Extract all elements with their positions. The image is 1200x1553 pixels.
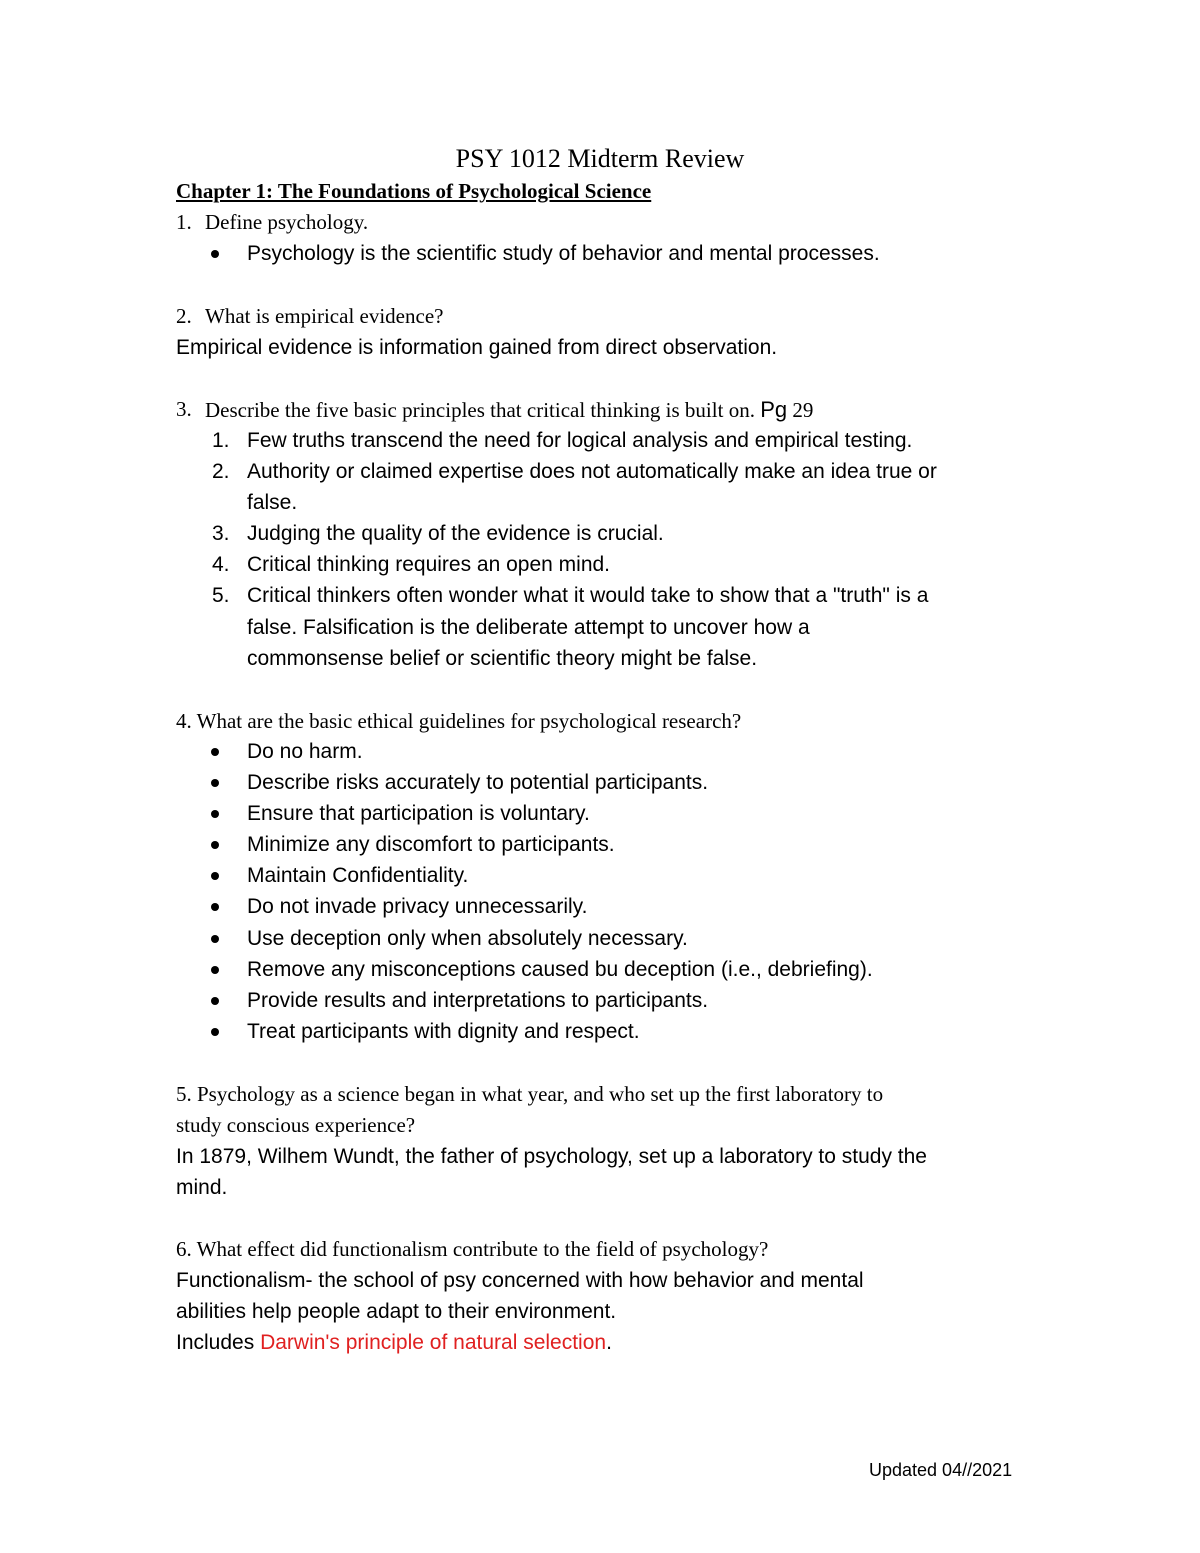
- chapter-heading: Chapter 1: The Foundations of Psychological Science: [176, 179, 652, 203]
- principle-4-number: 4.: [212, 553, 230, 576]
- question-5-answer-cont: mind.: [176, 1176, 228, 1199]
- page-ref-label: Pg: [760, 397, 788, 422]
- principle-1-text: Few truths transcend the need for logical analysis and empirical testing.: [247, 429, 913, 452]
- principle-4-text: Critical thinking requires an open mind.: [247, 553, 611, 576]
- principle-3-number: 3.: [212, 522, 230, 545]
- question-3-question: Describe the five basic principles that critical thinking is built on.: [205, 398, 755, 422]
- guideline-item: Ensure that participation is voluntary.: [247, 802, 590, 825]
- bullet-icon: [211, 935, 219, 943]
- guideline-item: Describe risks accurately to potential participants.: [247, 771, 709, 794]
- principle-5-text-cont-2: commonsense belief or scientific theory might be false.: [247, 647, 758, 670]
- principle-2-number: 2.: [212, 460, 230, 483]
- guideline-item: Maintain Confidentiality.: [247, 864, 469, 887]
- guideline-item: Remove any misconceptions caused bu deception (i.e., debriefing).: [247, 958, 873, 981]
- question-5-text-cont: study conscious experience?: [176, 1113, 416, 1137]
- question-4-text: 4. What are the basic ethical guidelines for psychological research?: [176, 709, 742, 733]
- question-6-answer: Functionalism- the school of psy concerned with how behavior and mental: [176, 1269, 864, 1292]
- guideline-item: Treat participants with dignity and respect.: [247, 1020, 640, 1043]
- principle-5-number: 5.: [212, 584, 230, 607]
- guideline-item: Do not invade privacy unnecessarily.: [247, 895, 588, 918]
- question-2-number: 2.: [176, 304, 192, 328]
- guideline-item: Provide results and interpretations to participants.: [247, 989, 709, 1012]
- page-ref-number: 29: [792, 398, 814, 422]
- question-1-answer: Psychology is the scientific study of behavior and mental processes.: [247, 242, 880, 265]
- bullet-icon: [211, 810, 219, 818]
- guideline-item: Use deception only when absolutely necessary.: [247, 927, 688, 950]
- bullet-icon: [211, 966, 219, 974]
- bullet-icon: [211, 903, 219, 911]
- includes-highlight: Darwin's principle of natural selection: [260, 1331, 607, 1354]
- bullet-icon: [211, 748, 219, 756]
- question-6-text: 6. What effect did functionalism contribute to the field of psychology?: [176, 1237, 769, 1261]
- principle-3-text: Judging the quality of the evidence is crucial.: [247, 522, 664, 545]
- question-2-answer: Empirical evidence is information gained from direct observation.: [176, 336, 778, 359]
- question-1-text: Define psychology.: [205, 210, 369, 234]
- question-3-text: [205, 394, 813, 426]
- guideline-item: Do no harm.: [247, 740, 363, 763]
- bullet-icon: [211, 841, 219, 849]
- question-6-includes: [176, 1327, 612, 1358]
- footer-updated-date: Updated 04//2021: [869, 1460, 1013, 1480]
- page-title: PSY 1012 Midterm Review: [455, 144, 745, 173]
- question-1-number: 1.: [176, 210, 192, 234]
- bullet-icon: [211, 872, 219, 880]
- bullet-icon: [211, 250, 219, 258]
- bullet-icon: [211, 997, 219, 1005]
- question-2-text: What is empirical evidence?: [205, 304, 444, 328]
- bullet-icon: [211, 779, 219, 787]
- bullet-icon: [211, 1028, 219, 1036]
- question-6-answer-cont: abilities help people adapt to their environment.: [176, 1300, 617, 1323]
- question-5-text: 5. Psychology as a science began in what year, and who set up the first laboratory to: [176, 1082, 884, 1106]
- principle-1-number: 1.: [212, 429, 230, 452]
- question-5-answer: In 1879, Wilhem Wundt, the father of psychology, set up a laboratory to study the: [176, 1145, 927, 1168]
- principle-2-text: Authority or claimed expertise does not automatically make an idea true or: [247, 460, 937, 483]
- principle-5-text-cont-1: false. Falsification is the deliberate attempt to uncover how a: [247, 616, 810, 639]
- principle-5-text: Critical thinkers often wonder what it would take to show that a "truth" is a: [247, 584, 929, 607]
- question-3-number: 3.: [176, 397, 192, 421]
- principle-2-text-cont: false.: [247, 491, 298, 514]
- includes-prefix: Includes: [176, 1331, 261, 1354]
- includes-suffix: .: [606, 1331, 612, 1354]
- guideline-item: Minimize any discomfort to participants.: [247, 833, 615, 856]
